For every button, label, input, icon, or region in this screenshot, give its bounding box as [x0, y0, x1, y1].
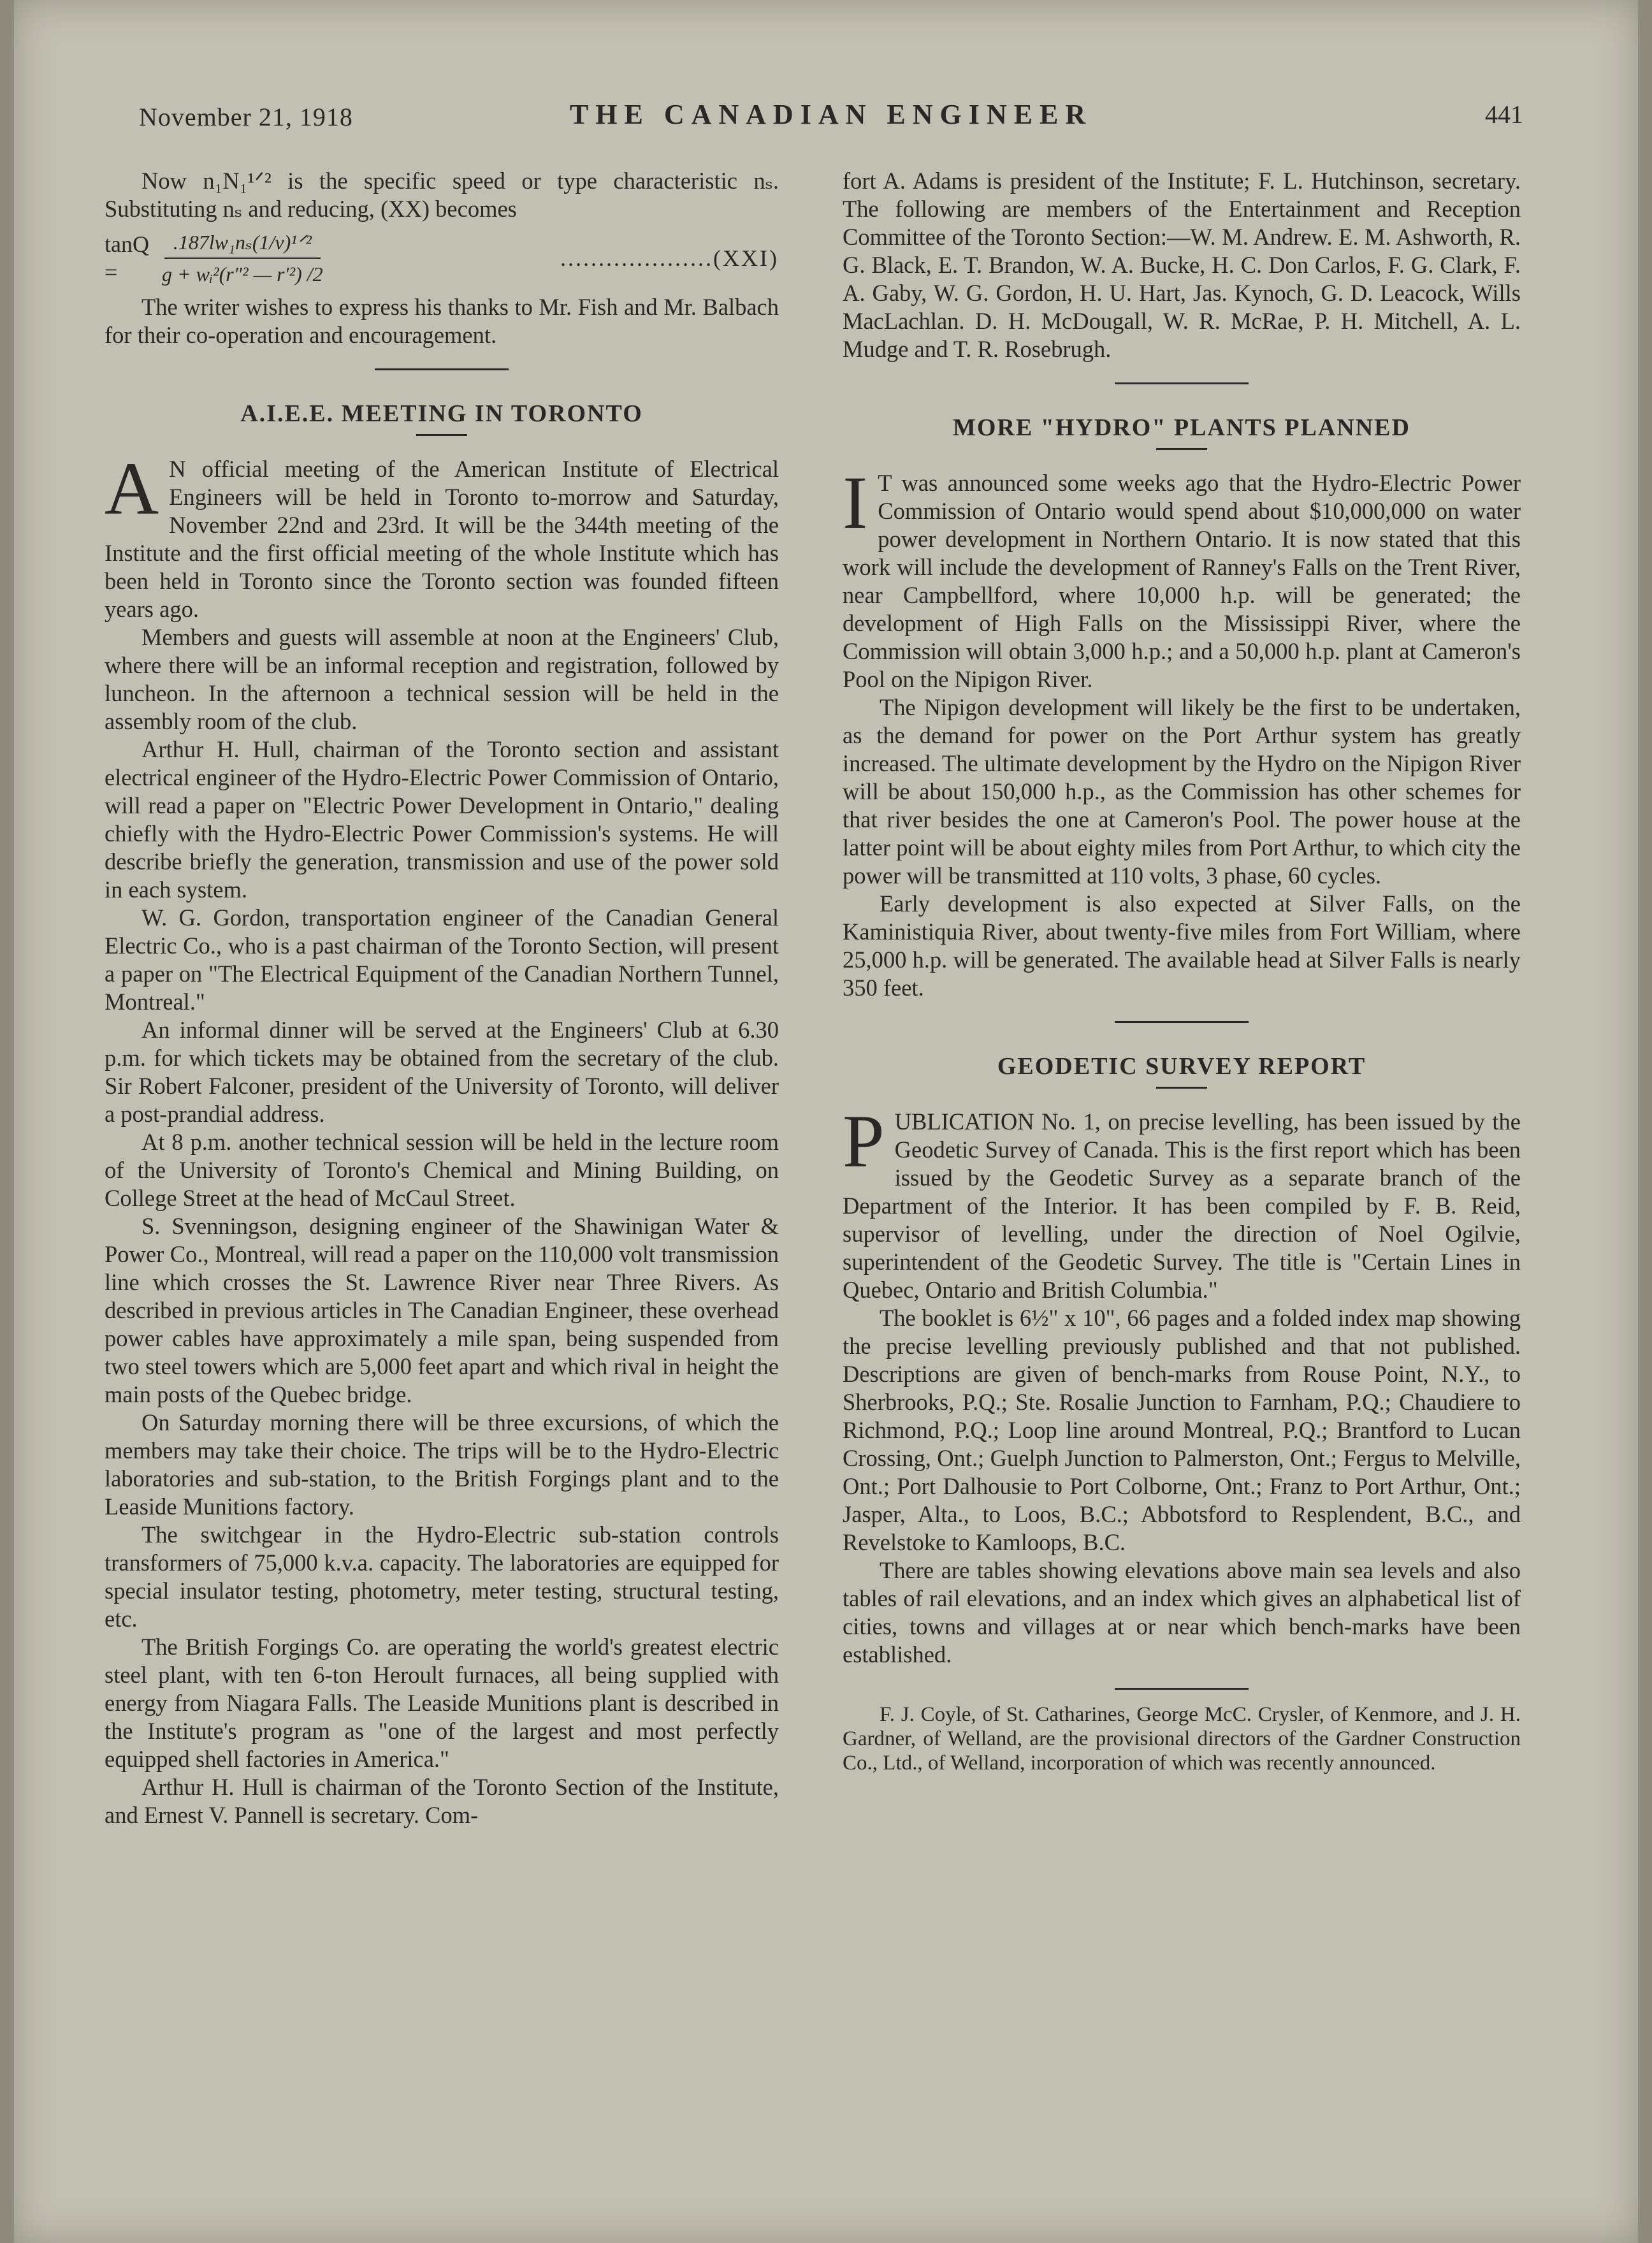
article-paragraph: Early development is also expected at Silver Falls, on the Kaministiquia River, about twenty-five miles from Fort William, where 25,000 h.p. will be generated. The available head at Silver Falls is nearly 350 feet. — [843, 890, 1521, 1001]
article-paragraph: On Saturday morning there will be three excursions, of which the members may take their choice. The trips will be to the Hydro-Electric laboratories and sub-station, to the British Forgings plant and to the Leaside Munitions factory. — [105, 1409, 779, 1520]
article-paragraph: There are tables showing elevations above main sea levels and also tables of rail elevations, and an index which gives an alphabetical list of cities, towns and villages at or near which bench-marks have been established. — [843, 1557, 1521, 1667]
notice-text: F. J. Coyle, of St. Catharines, George McC. Crysler, of Kenmore, and J. H. Gardner, of Welland, are the provisional directors of the Gardner Construction Co., Ltd., of Welland, incorporation of which was recently announced. — [843, 1703, 1521, 1775]
right-column — [843, 167, 1521, 1775]
section-divider — [375, 368, 509, 370]
article-paragraph: IT was announced some weeks ago that the Hydro-Electric Power Commission of Ontario would spend about $10,000,000 on water power development in Northern Ontario. It is now stated that this work will include the development of Ranney's Falls on the Trent River, near Campbellford, where 10,000 h.p. will be generated; the development of High Falls on the Mississippi River, where the Commission will obtain 3,000 h.p.; and a 50,000 h.p. plant at Cameron's Pool on the Nipigon River. — [843, 461, 1521, 692]
incorporation-notice — [843, 1702, 1521, 1775]
article-paragraph: At 8 p.m. another technical session will be held in the lecture room of the University of Toronto's Chemical and Mining Building, on College Street at the head of McCaul Street. — [105, 1129, 779, 1211]
equation-fraction — [162, 228, 323, 288]
article-paragraph: W. G. Gordon, transportation engineer of the Canadian General Electric Co., who is a past chairman of the Toronto Section, will present a paper on "The Electrical Equipment of the Canadian Northern Tunnel, Montreal." — [105, 904, 779, 1015]
heading-rule — [1156, 1087, 1207, 1089]
article-heading-geodetic: GEODETIC SURVEY REPORT — [997, 1053, 1366, 1080]
article-paragraph: PUBLICATION No. 1, on precise levelling, has been issued by the Geodetic Survey of Canada. This is the first report which has been issued by the Geodetic Survey as a separate branch of the Department of the Interior. It has been compiled by F. B. Reid, supervisor of levelling, under the direction of Noel Ogilvie, superintendent of the Geodetic Survey. The title is "Certain Lines in Quebec, Ontario and British Columbia." — [843, 1100, 1521, 1303]
section-divider — [1115, 1688, 1249, 1690]
section-divider — [1115, 1021, 1249, 1023]
article-paragraph: Members and guests will assemble at noon at the Engineers' Club, where there will be an informal reception and registration, followed by luncheon. In the afternoon a technical session will be held in the assembly room of the club. — [105, 624, 779, 734]
article-paragraph: The Nipigon development will likely be the first to be undertaken, as the demand for power on the Port Arthur system has greatly increased. The ultimate development by the Hydro on the Nipigon River will be about 150,000 h.p., as the Commission has other schemes for that river besides the one at Cameron's Pool. The power house at the latter point will be about eighty miles from Port Arthur, to which city the power will be transmitted at 110 volts, 3 phase, 60 cycles. — [843, 694, 1521, 889]
article-paragraph: AN official meeting of the American Institute of Electrical Engineers will be held in Toronto to-morrow and Saturday, November 22nd and 23rd. It will be the 344th meeting of the Institute and the first official meeting of the whole Institute which has been held in Toronto since the Toronto section was founded fifteen years ago. — [105, 447, 779, 622]
magazine-page — [14, 0, 1638, 2243]
continuation-paragraph: fort A. Adams is president of the Institute; F. L. Hutchinson, secretary. The following are members of the Entertainment and Reception Committee of the Toronto Section:—W. M. Andrew. E. M. Ashworth, R. G. Black, E. T. Brandon, W. A. Bucke, H. C. Don Carlos, F. G. Clark, F. A. Gaby, W. G. Gordon, H. U. Hart, Jas. Kynoch, G. D. Leacock, Wills MacLachlan. D. H. McDougall, W. R. McRae, P. H. Mitchell, A. L. Mudge and T. R. Rosebrugh. — [843, 168, 1521, 362]
section-divider — [1115, 382, 1249, 384]
article-paragraph: An informal dinner will be served at the Engineers' Club at 6.30 p.m. for which tickets may be obtained from the secretary of the club. Sir Robert Falconer, president of the University of Toronto, will deliver a post-prandial address. — [105, 1017, 779, 1127]
equation-tag: ....................(XXI) — [560, 245, 779, 271]
heading-rule — [1156, 448, 1207, 450]
page-number: 441 — [1485, 100, 1523, 129]
article-paragraph: S. Svenningson, designing engineer of the Shawinigan Water & Power Co., Montreal, will read a paper on the 110,000 volt transmission line which crosses the St. Lawrence River near Three Rivers. As described in previous articles in The Canadian Engineer, these overhead power cables have approximately a mile span, being suspended from two steel towers which are 5,000 feet apart and which rival in height the main posts of the Quebec bridge. — [105, 1213, 779, 1407]
issue-date: November 21, 1918 — [139, 103, 353, 131]
article-paragraph: The switchgear in the Hydro-Electric sub-station controls transformers of 75,000 k.v.a. capacity. The laboratories are equipped for special insulator testing, photometry, meter testing, structural testing, etc. — [105, 1521, 779, 1632]
intro-paragraph: Now n₁N₁¹ᐟ² is the specific speed or type characteristic nₛ. Substituting nₛ and reducing, (XX) becomes — [105, 168, 779, 222]
article-paragraph: The British Forgings Co. are operating the world's greatest electric steel plant, with ten 6-ton Heroult furnaces, all being supplied with energy from Niagara Falls. The Leaside Munitions plant is described in the Institute's program as "one of the largest and most perfectly equipped shell factories in America." — [105, 1634, 779, 1772]
left-column — [105, 167, 779, 1829]
article-paragraph: Arthur H. Hull is chairman of the Toronto Section of the Institute, and Ernest V. Pannell is secretary. Com- — [105, 1774, 779, 1828]
article-heading-aiee: A.I.E.E. MEETING IN TORONTO — [240, 400, 643, 427]
equation-denominator: g + wᵢ²(r″² — r′²) /2 — [162, 263, 323, 286]
article-heading-hydro: MORE "HYDRO" PLANTS PLANNED — [953, 414, 1410, 441]
heading-rule — [416, 434, 467, 436]
page-header — [139, 96, 1523, 140]
equation-label: tanQ = — [105, 231, 149, 285]
article-paragraph: Arthur H. Hull, chairman of the Toronto section and assistant electrical engineer of the Hydro-Electric Power Commission of Ontario, will read a paper on "Electric Power Development in Ontario," dealing chiefly with the Hydro-Electric Power Commission's systems. He will describe briefly the generation, transmission and use of the power sold in each system. — [105, 736, 779, 903]
equation-numerator: .187lw₁nₛ(1/v)¹ᐟ² — [164, 228, 321, 259]
magazine-title: THE CANADIAN ENGINEER — [569, 99, 1093, 130]
article-paragraph: The booklet is 6½" x 10", 66 pages and a folded index map showing the precise levelling previously published and that not published. Descriptions are given of bench-marks from Rouse Point, N.Y., to Sherbrooks, P.Q.; Ste. Rosalie Junction to Farnham, P.Q.; Chaudiere to Richmond, P.Q.; Loop line around Montreal, P.Q.; Brantford to Lucan Crossing, Ont.; Guelph Junction to Palmerston, Ont.; Fergus to Melville, Ont.; Port Dalhousie to Port Colborne, Ont.; Franz to Port Arthur, Ont.; Jasper, Alta., to Loos, B.C.; Abbotsford to Resplendent, B.C., and Revelstoke to Kamloops, B.C. — [843, 1305, 1521, 1555]
equation-xxi — [105, 228, 779, 288]
thanks-paragraph: The writer wishes to express his thanks to Mr. Fish and Mr. Balbach for their co-operation and encouragement. — [105, 294, 779, 348]
